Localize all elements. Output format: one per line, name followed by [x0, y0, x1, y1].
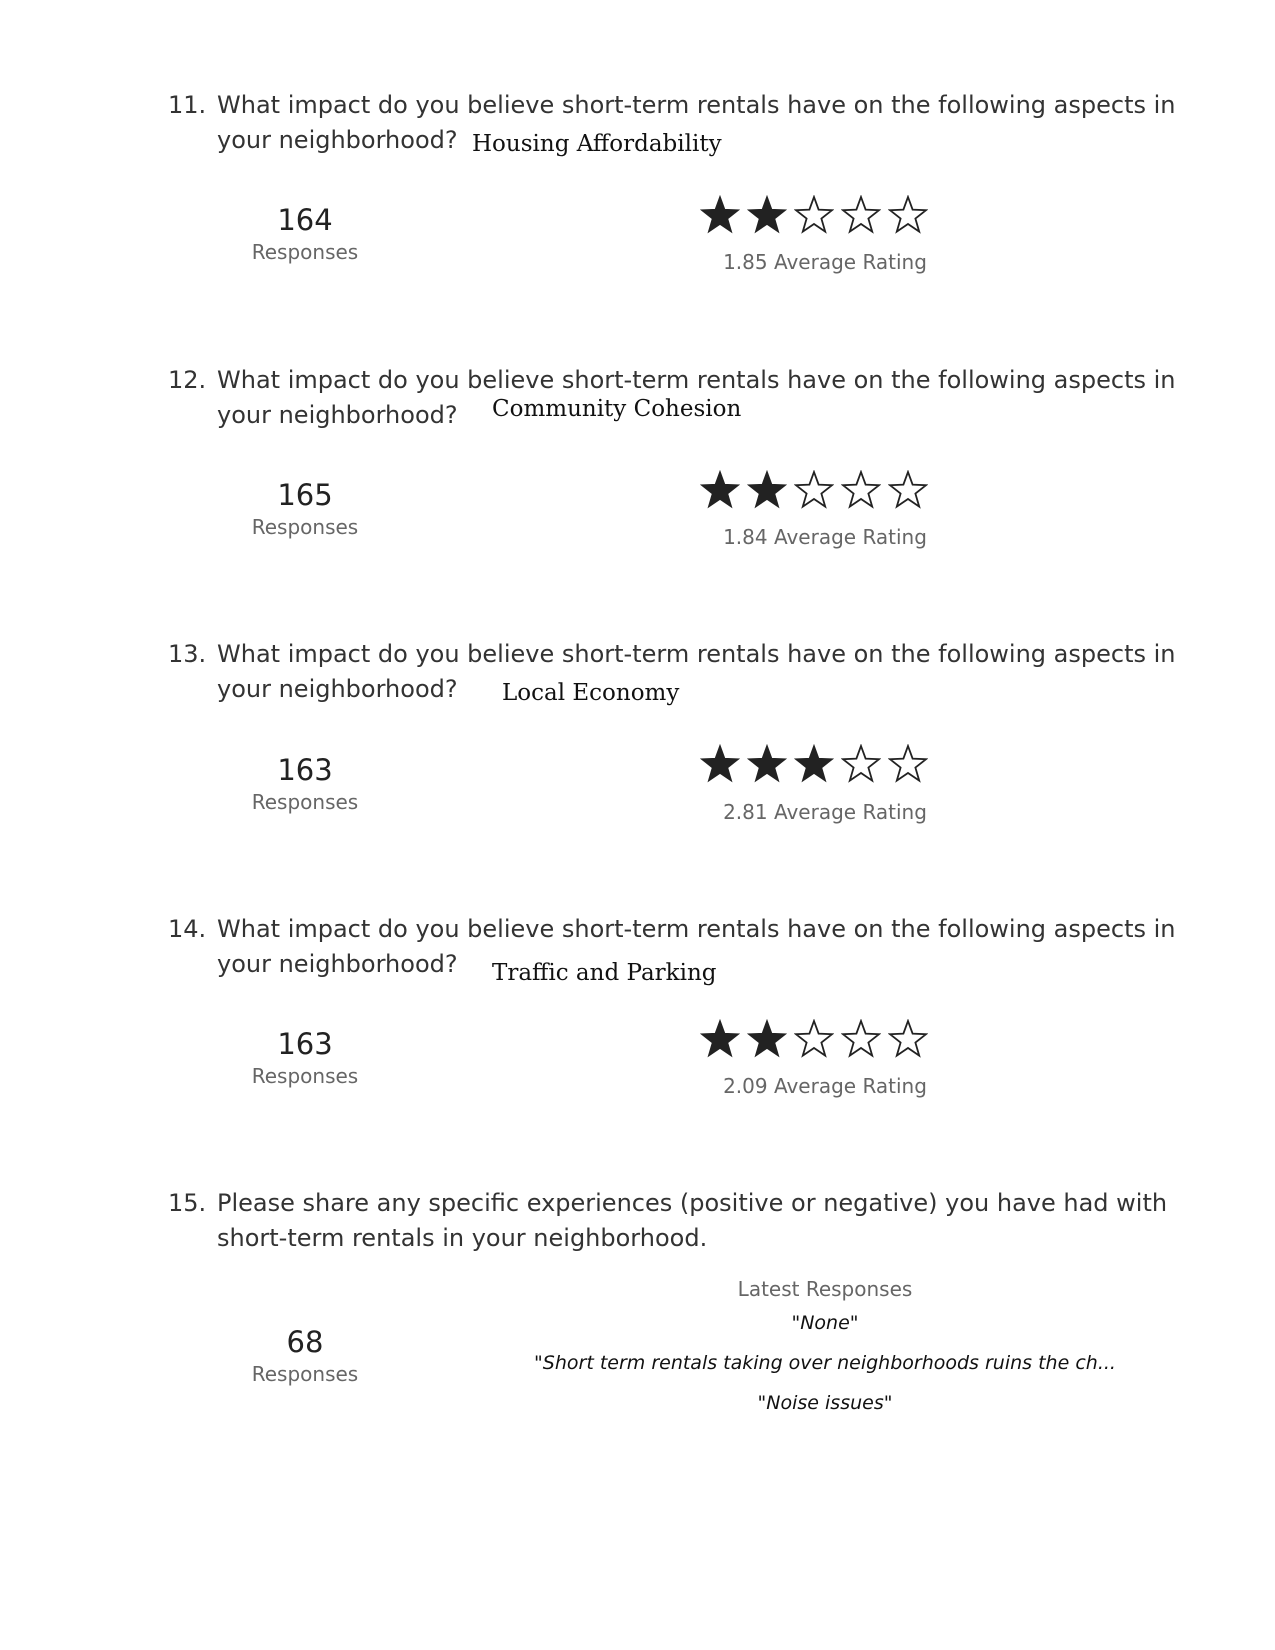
response-count-label: Responses: [251, 1064, 359, 1088]
star-rating: [700, 195, 935, 239]
star-outline-icon: [841, 470, 881, 510]
question-text-continued: your neighborhood?: [217, 126, 458, 154]
star-outline-icon: [841, 195, 881, 235]
aspect-label: Traffic and Parking: [492, 960, 717, 986]
aspect-label: Local Economy: [502, 680, 680, 706]
star-rating: [700, 470, 935, 514]
star-outline-icon: [888, 744, 928, 784]
star-rating: [700, 1019, 935, 1063]
average-rating: 2.81 Average Rating: [723, 800, 927, 824]
response-count-label: Responses: [251, 240, 359, 264]
star-filled-icon: [794, 744, 834, 784]
star-outline-icon: [794, 195, 834, 235]
response-count: 68: [286, 1325, 324, 1359]
response-count-label: Responses: [251, 1362, 359, 1386]
question-text: What impact do you believe short-term rentals have on the following aspects in: [217, 366, 1176, 394]
star-outline-icon: [888, 1019, 928, 1059]
question-text-continued: your neighborhood?: [217, 675, 458, 703]
response-count: 165: [277, 478, 333, 512]
aspect-label: Community Cohesion: [492, 396, 742, 422]
star-outline-icon: [888, 195, 928, 235]
star-filled-icon: [700, 195, 740, 235]
star-outline-icon: [841, 1019, 881, 1059]
latest-response: "Short term rentals taking over neighborhoods ruins the ch...: [534, 1352, 1116, 1374]
question-number: 13.: [168, 640, 207, 668]
star-outline-icon: [841, 744, 881, 784]
question-text: What impact do you believe short-term rentals have on the following aspects in: [217, 91, 1176, 119]
star-outline-icon: [888, 470, 928, 510]
response-count: 164: [277, 203, 333, 237]
response-count-label: Responses: [251, 790, 359, 814]
star-filled-icon: [700, 1019, 740, 1059]
star-filled-icon: [700, 470, 740, 510]
question-number: 11.: [168, 91, 207, 119]
star-filled-icon: [747, 1019, 787, 1059]
question-text: Please share any specific experiences (positive or negative) you have had with: [217, 1189, 1168, 1217]
star-filled-icon: [747, 195, 787, 235]
question-text-continued: your neighborhood?: [217, 401, 458, 429]
question-number: 15.: [168, 1189, 207, 1217]
star-filled-icon: [747, 744, 787, 784]
average-rating: 2.09 Average Rating: [723, 1074, 927, 1098]
average-rating: 1.84 Average Rating: [723, 525, 927, 549]
star-outline-icon: [794, 1019, 834, 1059]
question-number: 14.: [168, 915, 207, 943]
response-count: 163: [277, 1027, 333, 1061]
question-text: What impact do you believe short-term rentals have on the following aspects in: [217, 640, 1176, 668]
question-text-continued: your neighborhood?: [217, 950, 458, 978]
response-count: 163: [277, 753, 333, 787]
star-filled-icon: [747, 470, 787, 510]
question-text-continued: short-term rentals in your neighborhood.: [217, 1224, 708, 1252]
latest-response: "Noise issues": [757, 1392, 893, 1414]
star-outline-icon: [794, 470, 834, 510]
latest-response: "None": [791, 1312, 859, 1334]
question-number: 12.: [168, 366, 207, 394]
star-filled-icon: [700, 744, 740, 784]
question-text: What impact do you believe short-term rentals have on the following aspects in: [217, 915, 1176, 943]
star-rating: [700, 744, 935, 788]
aspect-label: Housing Affordability: [472, 131, 722, 157]
response-count-label: Responses: [251, 515, 359, 539]
average-rating: 1.85 Average Rating: [723, 250, 927, 274]
latest-responses-title: Latest Responses: [737, 1277, 913, 1301]
